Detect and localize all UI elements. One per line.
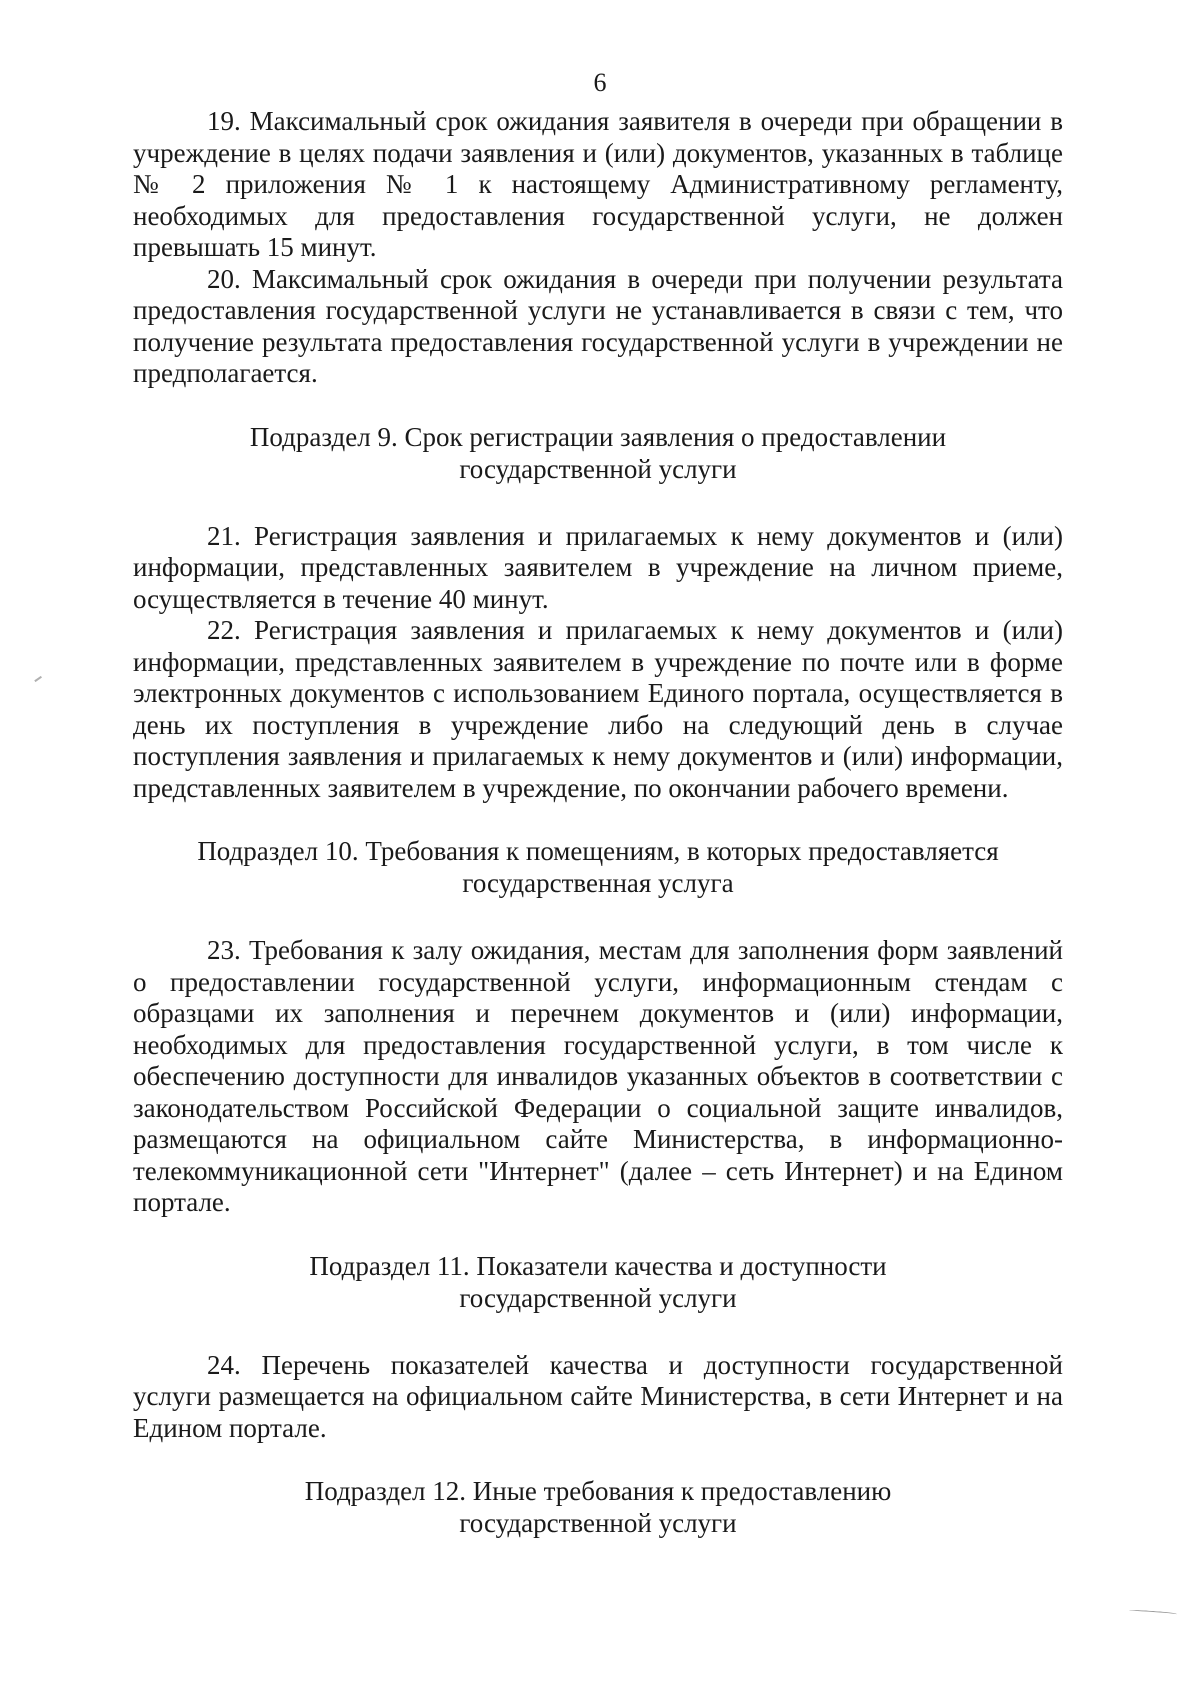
subsection-9-heading-line-2: государственной услуги [459,453,737,484]
paragraph-21: 21. Регистрация заявления и прилагаемых к нему документов и (или) информации, представленных заявителем в учреждение на личном приеме, осуществляется в течение 40 минут. [133,520,1063,614]
subsection-12-heading [133,1475,1063,1539]
subsection-11-heading-line-1: Подраздел 11. Показатели качества и доступности [309,1250,887,1281]
subsection-10-heading-line-1: Подраздел 10. Требования к помещениям, в которых предоставляется [197,836,999,866]
paragraph-24: 24. Перечень показателей качества и доступности государственной услуги размещается на официальном сайте Министерства, в сети Интернет и на Едином портале. [133,1349,1063,1443]
document-body [133,106,1063,1539]
subsection-10-heading-line-2: государственная услуга [462,868,734,898]
paragraph-23: 23. Требования к залу ожидания, местам для заполнения форм заявлений о предоставлении государственной услуги, информационным стендам с образцами их заполнения и перечнем документов и (или) информации, необходимых для предоставления государственной услуги, в том числе к обеспечению доступности для инвалидов указанных объектов в соответствии с законодательством Российской Федерации о социальной защите инвалидов, размещаются на официальном сайте Министерства, в информационно-телекоммуникационной сети "Интернет" (далее – сеть Интернет) и на Едином портале. [133,935,1063,1217]
subsection-11-heading-line-2: государственной услуги [459,1282,737,1313]
page-number: 6 [593,68,607,97]
paragraph-20: 20. Максимальный срок ожидания в очереди при получении результата предоставления государственной услуги не устанавливается в связи с тем, что получение результата предоставления государственной услуги в учреждении не предполагается. [133,263,1063,388]
subsection-12-heading-line-1: Подраздел 12. Иные требования к предоставлению [304,1476,892,1506]
scan-artifact-dot [34,676,41,682]
subsection-11-heading [133,1250,1063,1314]
subsection-9-heading [133,421,1063,485]
subsection-9-heading-line-1: Подраздел 9. Срок регистрации заявления о предоставлении [249,421,947,452]
paragraph-22: 22. Регистрация заявления и прилагаемых к нему документов и (или) информации, представленных заявителем в учреждение по почте или в форме электронных документов с использованием Единого портала, осуществляется в день их поступления в учреждение либо на следующий день в случае поступления заявления и прилагаемых к нему документов и (или) информации, представленных заявителем в учреждение, по окончании рабочего времени. [133,615,1063,803]
paragraph-19: 19. Максимальный срок ожидания заявителя в очереди при обращении в учреждение в целях подачи заявления и (или) документов, указанных в таблице № 2 приложения № 1 к настоящему Административному регламенту, необходимых для предоставления государственной услуги, не должен превышать 15 минут. [133,106,1063,262]
subsection-10-heading [133,835,1063,899]
scan-artifact-mark [1129,1609,1177,1616]
subsection-12-heading-line-2: государственной услуги [459,1508,737,1538]
